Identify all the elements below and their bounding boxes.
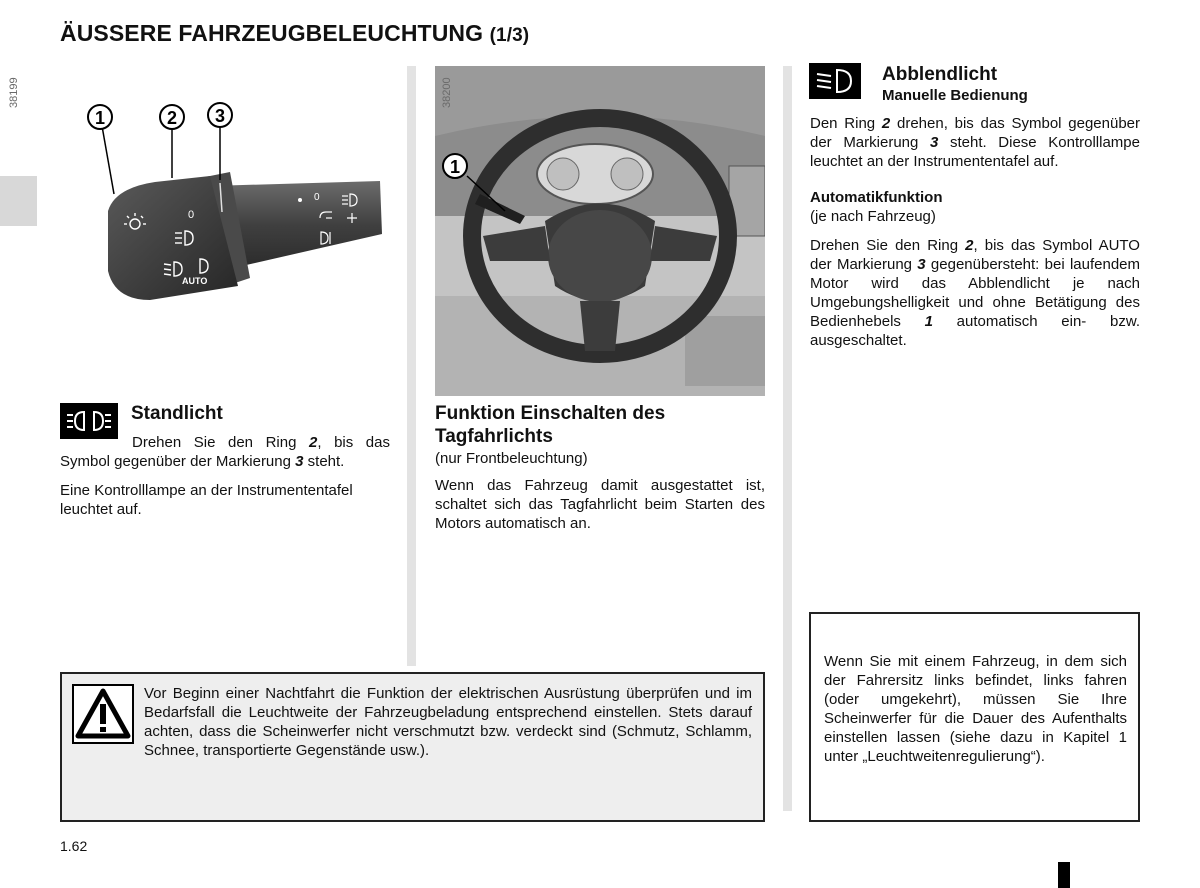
abblend-p2-d: automatisch ein- bzw. ausgeschaltet. <box>810 313 1141 349</box>
standlicht-p1-b: , bis das Symbol gegenüber der Markierung <box>60 434 390 470</box>
page-edge-marker <box>1058 862 1070 888</box>
stalk-callouts <box>88 103 232 129</box>
page-title-text: ÄUSSERE FAHRZEUGBELEUCHTUNG <box>60 20 484 46</box>
automatik-heading: Automatikfunktion <box>810 189 943 206</box>
tagfahrlicht-subtitle: (nur Frontbeleuchtung) <box>435 450 588 467</box>
standlicht-paragraph-2: Eine Kontrolllampe an der Instrumententafel leuchtet auf. <box>60 482 353 518</box>
abblend-p2-c: gegenübersteht: bei laufendem Motor wird das Abblendlicht je nach Umgebungshelligkeit und ohne Betätigung des Bedienhebels <box>810 256 1140 330</box>
warning-text: Vor Beginn einer Nachtfahrt die Funktion der elektrischen Ausrüstung überprüfen und im Bedarfsfall die Leuchtweite der Fahrzeugbeladung entsprechend einstellen. Stets darauf achten, dass die Scheinwerfer nicht verschmutzt bzw. verdeckt sind (Schmutz, Schlamm, Schnee, transportierte Gegenstände usw.). <box>144 685 752 759</box>
standlicht-p1-c: steht. <box>303 453 345 470</box>
note-text: Wenn Sie mit einem Fahrzeug, in dem sich der Fahrersitz links befindet, links fahren (oder umgekehrt), müssen Sie Ihre Scheinwerfer für die Dauer des Aufenthalts einstellen lassen (siehe dazu in Kapitel 1 unter „Leuchtweitenregulierung“). <box>824 653 1127 765</box>
cap-auto-label: AUTO <box>182 276 208 286</box>
callout-2: 2 <box>166 108 178 128</box>
abblendlicht-subheading: Manuelle Bedienung <box>882 87 1028 104</box>
abblend-p1-c: steht. Diese Kontrolllampe leuchtet an der Instrumententafel auf. <box>810 134 1140 170</box>
warning-triangle-icon <box>72 684 134 744</box>
note-box <box>809 612 1140 822</box>
automatik-subtitle: (je nach Fahrzeug) <box>810 208 936 225</box>
standlicht-paragraph-1 <box>60 433 390 471</box>
page-title-part: (1/3) <box>489 25 530 46</box>
page-title <box>60 20 529 47</box>
cap-zero-label: 0 <box>188 209 195 221</box>
steering-figure <box>435 66 765 396</box>
abblend-p2-lever: 1 <box>924 313 933 330</box>
callout-1: 1 <box>94 108 106 128</box>
figure-code-38200: 38200 <box>441 77 453 108</box>
column-divider-left <box>407 66 416 666</box>
tagfahrlicht-paragraph: Wenn das Fahrzeug damit ausgestattet ist, schaltet sich das Tagfahrlicht beim Starten des Motors automatisch an. <box>435 477 765 532</box>
abblend-p1-mark: 3 <box>929 134 939 151</box>
light-stalk-illustration <box>60 66 395 386</box>
chapter-tab <box>0 176 37 226</box>
abblend-p1-a: Den Ring <box>810 115 882 132</box>
standlicht-mark-ref: 3 <box>295 453 304 470</box>
stalk-marker-dot <box>298 198 302 202</box>
abblend-p2-ring: 2 <box>965 237 974 254</box>
standlicht-ring-ref: 2 <box>309 434 318 451</box>
column-divider-right <box>783 66 792 811</box>
stalk-figure <box>60 66 395 386</box>
abblend-p2-a: Drehen Sie den Ring <box>810 237 966 254</box>
low-beam-icon <box>809 63 861 99</box>
abblendlicht-paragraph-1 <box>810 114 1140 171</box>
abblendlicht-heading: Abblendlicht <box>882 64 998 85</box>
standlicht-p1-a: Drehen Sie den Ring <box>132 434 309 451</box>
abblend-p2-b: , bis das Symbol AUTO der Markierung <box>810 237 1140 273</box>
stalk-zero-label: 0 <box>314 192 320 203</box>
figure-code-38199: 38199 <box>8 77 20 108</box>
abblend-p2-mark: 3 <box>917 256 926 273</box>
abblend-p1-ring: 2 <box>881 115 891 132</box>
abblend-p1-b: drehen, bis das Symbol gegenüber der Markierung <box>810 115 1141 151</box>
automatik-paragraph <box>810 236 1140 350</box>
callout-3: 3 <box>214 106 226 126</box>
warning-box <box>60 672 765 822</box>
steering-callout-1: 1 <box>449 157 461 177</box>
steering-wheel-illustration <box>435 66 765 396</box>
standlicht-heading: Standlicht <box>131 403 223 424</box>
page-number: 1.62 <box>60 838 88 854</box>
tagfahrlicht-heading: Funktion Einschalten des Tagfahrlichts <box>435 403 666 447</box>
